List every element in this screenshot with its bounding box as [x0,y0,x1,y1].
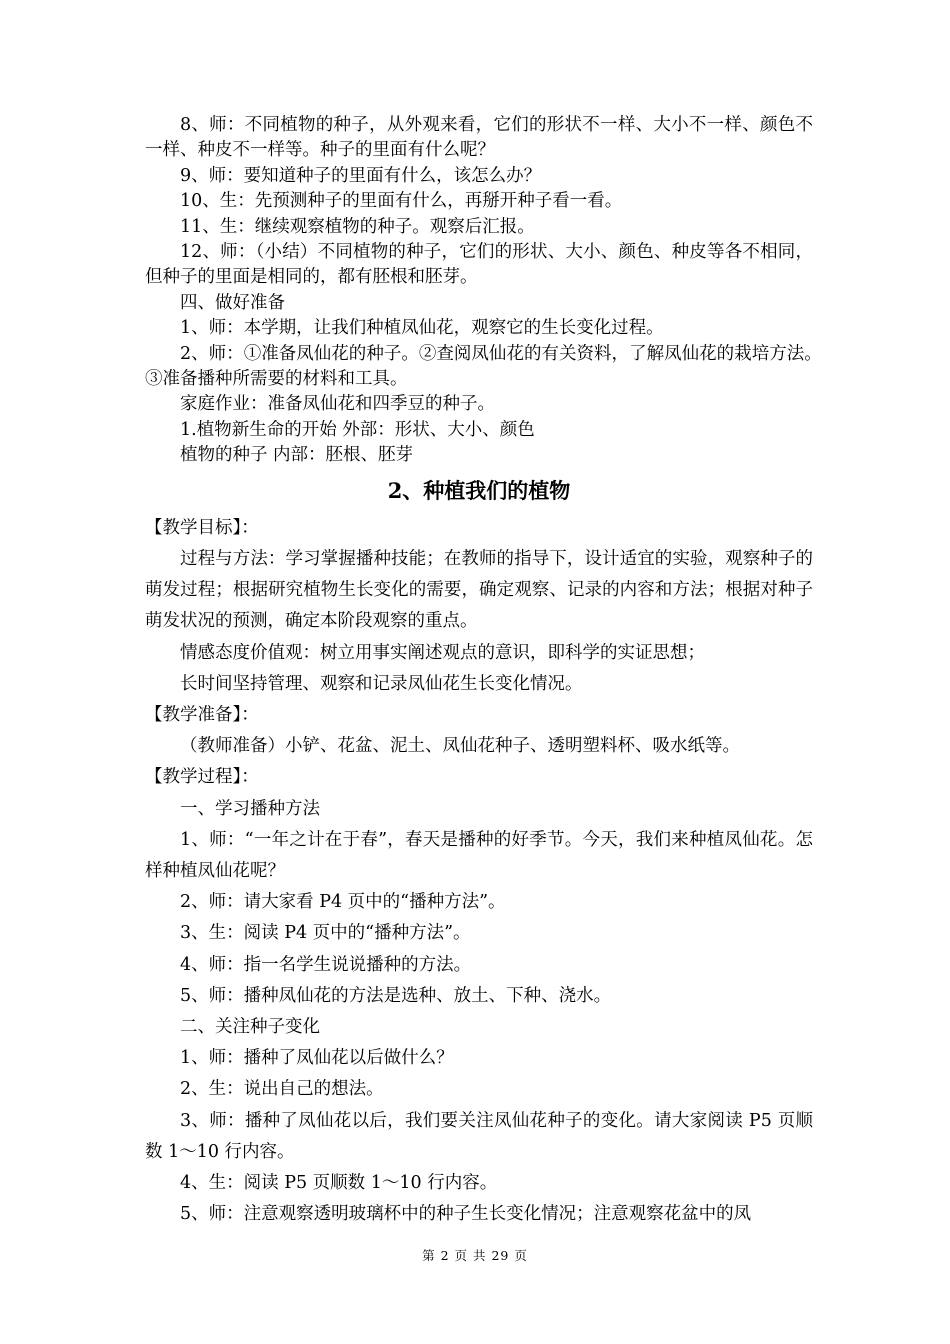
paragraph: 1、师：“一年之计在于春”，春天是播种的好季节。今天，我们来种植凤仙花。怎样种植凤仙花呢？ [145,829,813,881]
paragraph: 过程与方法：学习掌握播种技能；在教师的指导下，设计适宜的实验，观察种子的萌发过程；根据研究植物生长变化的需要，确定观察、记录的内容和方法；根据对种子萌发状况的预测，确定本阶段观察的重点。 [145,548,813,632]
section-heading: 四、做好准备 [180,292,285,313]
paragraph: 4、生：阅读 P5 页顺数 1～10 行内容。 [180,1172,498,1193]
board-summary-line: 植物的种子 内部：胚根、胚芽 [180,445,414,466]
page-content [145,113,831,1230]
section-heading: 二、关注种子变化 [180,1016,320,1037]
paragraph: 12、师：（小结）不同植物的种子，它们的形状、大小、颜色、种皮等各不相同，但种子的里面是相同的，都有胚根和胚芽。 [145,242,813,288]
prep-label: 【教学准备】： [145,704,259,725]
paragraph: 2、师：①准备凤仙花的种子。②查阅凤仙花的有关资料，了解凤仙花的栽培方法。 ③准备播种所需要的材料和工具。 [145,343,831,390]
goals-label: 【教学目标】： [145,517,259,538]
homework-note: 家庭作业：准备凤仙花和四季豆的种子。 [180,394,495,415]
paragraph: 4、师：指一名学生说说播种的方法。 [180,954,472,975]
paragraph: 5、师：播种凤仙花的方法是选种、放土、下种、浇水。 [180,985,612,1006]
paragraph: 11、生：继续观察植物的种子。观察后汇报。 [180,216,535,237]
paragraph: 情感态度价值观：树立用事实阐述观点的意识，即科学的实证思想； [180,642,705,663]
page-number-footer: 第 2 页 共 29 页 [422,1248,528,1263]
lesson2-body [145,513,813,1231]
paragraph: 5、师：注意观察透明玻璃杯中的种子生长变化情况；注意观察花盆中的凤 [180,1204,752,1225]
board-summary-line: 1.植物新生命的开始 外部：形状、大小、颜色 [180,419,535,440]
lesson1-continuation [145,113,831,469]
paragraph: 2、生：说出自己的想法。 [180,1079,384,1100]
paragraph: 长时间坚持管理、观察和记录凤仙花生长变化情况。 [180,673,583,694]
paragraph: 2、师：请大家看 P4 页中的“播种方法”。 [180,892,506,913]
process-label: 【教学过程】： [145,767,259,788]
paragraph: 1、师：播种了凤仙花以后做什么？ [180,1048,454,1069]
paragraph: （教师准备）小铲、花盆、泥土、凤仙花种子、透明塑料杯、吸水纸等。 [180,736,740,757]
section-heading: 一、学习播种方法 [180,798,320,819]
paragraph: 3、师：播种了凤仙花以后，我们要关注凤仙花种子的变化。请大家阅读 P5 页顺数 1～10 行内容。 [145,1110,813,1162]
paragraph: 1、师：本学期，让我们种植凤仙花，观察它的生长变化过程。 [180,318,664,339]
paragraph: 10、生：先预测种子的里面有什么，再掰开种子看一看。 [180,191,623,212]
paragraph: 3、生：阅读 P4 页中的“播种方法”。 [180,923,471,944]
paragraph: 9、师：要知道种子的里面有什么，该怎么办？ [180,165,542,186]
paragraph: 8、师：不同植物的种子，从外观来看，它们的形状不一样、大小不一样、颜色不一样、种皮不一样等。种子的里面有什么呢？ [145,115,813,161]
lesson-title: 2、种植我们的植物 [387,477,571,503]
